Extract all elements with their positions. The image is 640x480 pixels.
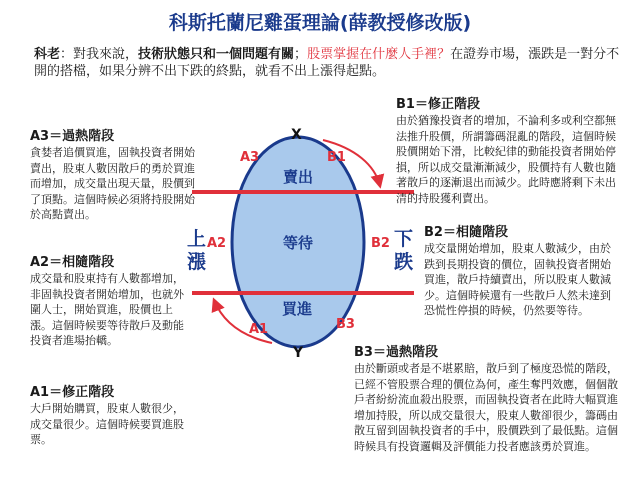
intro-technical: 技術狀態只和一個問題有關 <box>138 47 295 62</box>
intro-question: 股票掌握在什麼人手裡？ <box>307 47 451 62</box>
phase-a2-heading: A2＝相隨階段 <box>30 255 115 270</box>
intro-text-b: ； <box>294 47 308 62</box>
b3-point-label: B3 <box>336 317 355 332</box>
phase-a3-heading: A3＝過熱階段 <box>30 129 115 144</box>
phase-a1-block <box>30 384 194 448</box>
b1-point-label: B1 <box>327 150 346 165</box>
intro-text-a: ：對我來說， <box>60 47 139 62</box>
intro-keyword: 科老 <box>34 47 61 62</box>
rise-label-top: 上 <box>187 228 207 250</box>
phase-b3-text: 由於斷頭或者是不堪累賠，散戶到了極度恐慌的階段，已經不管股票合理的價位為何，產生奪門效應，個個散戶者紛紛流血殺出股票，而固執投資者在此時大幅買進增加持股，所以成交量很大，股東人數卻很少，籌碼由散互留到固執投資者的手中，股價跌到了最低點。這個時候具有投資邏輯及評價能力投者應該勇於買進。 <box>354 362 618 453</box>
fall-label-top: 下 <box>394 228 414 250</box>
sell-zone-label: 賣出 <box>283 168 314 186</box>
phase-b3-heading: B3＝過熱階段 <box>354 345 438 360</box>
phase-b2-text: 成交量開始增加，股東人數減少，由於跌到長期投資的價位，固執投資者開始買進，散戶持續賣出，所以股東人數減少。這個時候還有一些散戶人然未達到恐慌性停損的時候，仍然要等待。 <box>424 242 611 317</box>
a2-point-label: A2 <box>207 236 227 251</box>
phase-b2-block <box>424 224 620 319</box>
fall-label-bottom: 跌 <box>394 251 414 273</box>
phase-a1-heading: A1＝修正階段 <box>30 385 115 400</box>
phase-a3-text: 貪婪者追價買進，固執投資者開始賣出，股東人數因散戶的勇於買進而增加，成交量出現天量，股價到了頂點。這個時候必須將持股開始於高點賣出。 <box>30 146 195 221</box>
phase-b1-heading: B1＝修正階段 <box>396 97 480 112</box>
phase-b3-block <box>354 344 622 454</box>
phase-b1-text: 由於猶豫投資者的增加，不論利多或利空都無法推升股價，所謂籌碼混亂的階段，這個時候股價開始下滑，比較紀律的動能投資者開始停損，所以成交量漸漸減少，股價持有人數也隨著散戶的逐漸退出而減少。此時應將剩下未出清的持股獲利賣出。 <box>396 114 616 205</box>
intro-text-c: 在證券市場，漲跌是一對分不開的搭檔，如果分辨不出下跌的終點，就看不出上漲得起點。 <box>34 47 620 79</box>
a3-point-label: A3 <box>240 150 260 165</box>
phase-a3-block <box>30 128 196 223</box>
phase-a2-text: 成交量和股東持有人數都增加，非固執投資者開始增加，也就外圍人士，開始買進，股價也上漲。這個時候要等待散戶及動能投資者進場抬轎。 <box>30 272 184 347</box>
phase-a2-block <box>30 254 186 349</box>
phase-b1-block <box>396 96 622 206</box>
buy-zone-label: 買進 <box>282 300 313 318</box>
b2-point-label: B2 <box>371 236 390 251</box>
bottom-point-label: Y <box>293 345 304 361</box>
top-point-label: X <box>291 127 302 143</box>
phase-b2-heading: B2＝相隨階段 <box>424 225 508 240</box>
wait-zone-label: 等待 <box>283 234 314 252</box>
a1-point-label: A1 <box>249 322 269 337</box>
phase-a1-text: 大戶開始購買，股東人數很少，成交量很少。這個時候要買進股票。 <box>30 402 184 446</box>
rise-label-bottom: 漲 <box>187 251 207 273</box>
page-title: 科斯托蘭尼雞蛋理論(薛教授修改版) <box>168 12 472 34</box>
